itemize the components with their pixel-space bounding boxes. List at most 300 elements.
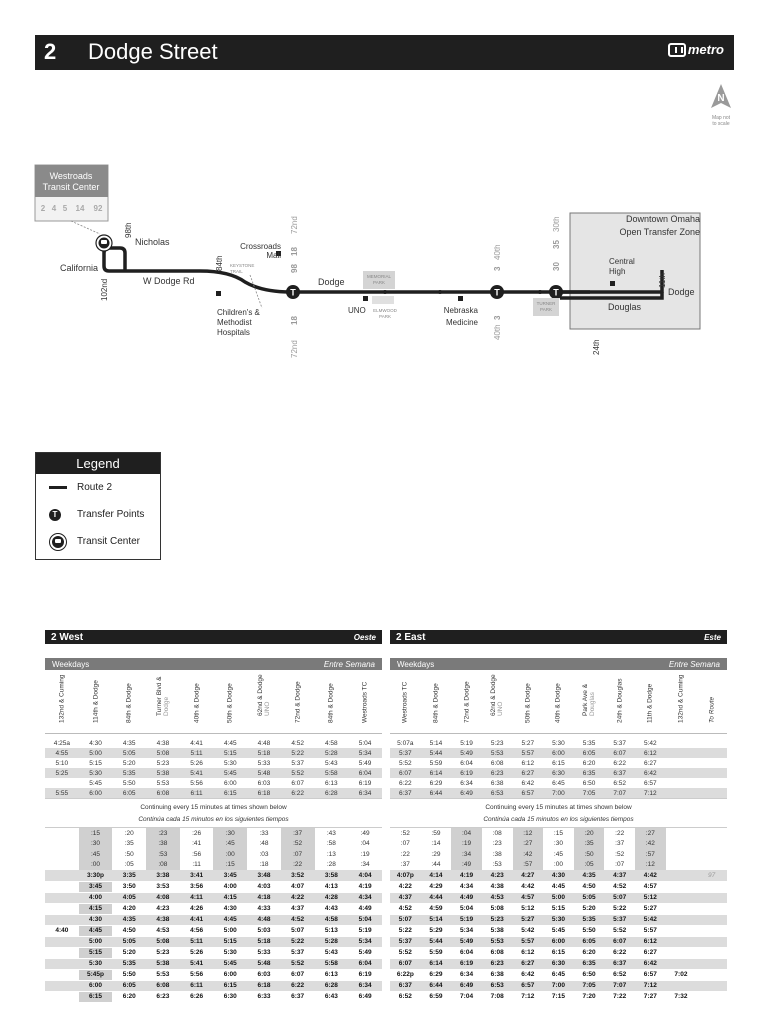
time-cell: 6:27 (513, 958, 544, 969)
time-cell (696, 980, 727, 991)
time-cell: 4:57 (513, 892, 544, 903)
time-cell: 3:58 (315, 870, 349, 881)
time-cell: 6:35 (574, 958, 605, 969)
time-cell: 5:23 (482, 914, 513, 925)
stop-name-line: Douglas (589, 692, 597, 716)
time-cell: :27 (635, 828, 666, 839)
stop-header (604, 670, 635, 734)
time-cell: 6:45 (552, 779, 565, 787)
time-cell: 4:43 (324, 905, 338, 912)
time-cell: 4:42 (521, 883, 535, 890)
time-cell: 5:08 (146, 748, 180, 758)
time-cell: :07 (615, 861, 625, 869)
time-cell: 6:57 (643, 779, 657, 787)
time-cell (45, 903, 79, 914)
time-cell: 7:00 (543, 788, 574, 798)
table-row (390, 892, 727, 903)
route-map (0, 150, 768, 380)
time-cell: 5:34 (460, 927, 474, 934)
time-cell (696, 958, 727, 969)
stop-name (708, 697, 715, 723)
time-cell: 4:52 (291, 739, 304, 747)
stop-name (555, 683, 562, 723)
time-cell: 5:15 (551, 905, 565, 912)
keystone-trail-1: KEYSTONE (230, 263, 255, 268)
table-row (390, 991, 727, 1002)
table-row (390, 768, 727, 778)
table-row (390, 778, 727, 788)
time-cell: 6:53 (482, 788, 513, 798)
stop-header (451, 670, 482, 734)
time-cell (45, 839, 79, 850)
time-cell: :50 (574, 849, 605, 860)
frequency-note: Continuing every 15 minutes at times shown below (485, 804, 632, 811)
time-cell: 6:22 (281, 788, 315, 798)
time-cell: 6:30 (543, 958, 574, 969)
time-cell: 7:02 (674, 971, 688, 978)
stop-name-line: 50th & Dodge (524, 683, 532, 723)
time-cell: 6:00 (223, 779, 237, 787)
stop-header (213, 670, 247, 734)
time-cell: :52 (400, 829, 410, 837)
time-cell: 6:00 (79, 980, 113, 991)
time-cell (696, 936, 727, 947)
time-cell: 7:08 (490, 993, 504, 1000)
time-cell: 6:27 (513, 768, 544, 778)
time-cell: 6:30 (543, 768, 574, 778)
stop-name-line: 50th & Dodge (226, 683, 234, 723)
time-cell: 4:22 (281, 892, 315, 903)
time-cell: :23 (146, 828, 180, 839)
time-cell: 6:08 (146, 980, 180, 991)
time-cell: 6:19 (358, 971, 372, 978)
time-cell: 6:20 (582, 759, 596, 767)
time-cell: 5:52 (281, 958, 315, 969)
timetable-east-title-es: Este (704, 632, 721, 642)
time-cell: 4:20 (122, 905, 136, 912)
crossroads-mall-2: Mall (266, 251, 281, 260)
stop-name-line: Turner Blvd & (155, 676, 163, 716)
time-cell: 4:40 (55, 927, 69, 934)
time-cell: 4:30 (543, 870, 574, 881)
time-cell: 6:44 (421, 788, 452, 798)
table-row (45, 788, 382, 798)
table-row (45, 738, 382, 748)
time-cell: 6:05 (112, 980, 146, 991)
table-row (390, 758, 727, 768)
time-cell: 5:19 (451, 914, 482, 925)
nebraska-medicine-1: Nebraska (443, 306, 478, 315)
time-cell (45, 828, 79, 839)
time-cell: 5:33 (257, 759, 271, 767)
time-cell (45, 991, 79, 1002)
time-cell: :22 (400, 850, 410, 858)
time-cell: :49 (360, 829, 370, 837)
time-cell (45, 947, 79, 958)
time-cell (696, 738, 727, 748)
time-cell: :35 (574, 839, 605, 850)
route-98-top: 98 (290, 264, 299, 273)
stop-name (402, 682, 409, 723)
table-row (45, 828, 382, 839)
time-cell: 5:22 (281, 748, 315, 758)
time-cell: 5:56 (190, 779, 203, 787)
crossroads-mall-1: Crossroads (240, 242, 281, 251)
time-cell: 6:42 (521, 779, 535, 787)
time-cell: 5:15 (213, 936, 247, 947)
time-cell: 5:42 (643, 739, 657, 747)
time-cell: 5:34 (348, 748, 382, 758)
street-30th: 30th (552, 216, 561, 232)
time-cell: 7:07 (604, 980, 635, 991)
time-cell: 6:07 (390, 768, 421, 778)
timetable-east-service-day: Weekdays (397, 659, 435, 669)
time-cell: 7:12 (635, 980, 666, 991)
time-cell: 4:35 (122, 739, 136, 747)
timetable-west-early (45, 738, 382, 798)
time-cell: 4:57 (643, 883, 657, 890)
time-cell: 6:15 (79, 991, 113, 1002)
time-cell (45, 914, 79, 925)
time-cell (666, 849, 697, 860)
timetable-east-afternoon (390, 870, 727, 1003)
time-cell: :53 (492, 861, 502, 869)
time-cell: 5:00 (223, 927, 237, 934)
time-cell: 3:45 (213, 870, 247, 881)
time-cell: 5:45p (79, 969, 113, 980)
time-cell: 6:26 (190, 993, 204, 1000)
table-row (45, 969, 382, 980)
turner-park-1: TURNER (536, 301, 556, 306)
table-row (45, 936, 382, 947)
time-cell: 5:35 (112, 958, 146, 969)
time-cell: 6:22 (613, 759, 627, 767)
table-row (45, 947, 382, 958)
table-row (390, 828, 727, 839)
time-cell: 4:00 (79, 892, 113, 903)
street-40th-top: 40th (493, 244, 502, 260)
time-cell (666, 748, 697, 758)
stop-name (126, 683, 133, 723)
time-cell: :58 (326, 840, 336, 848)
westroads-title-2: Transit Center (42, 182, 100, 192)
time-cell: 4:37 (604, 870, 635, 881)
time-cell: 5:52 (281, 768, 315, 778)
time-cell: 6:14 (421, 958, 452, 969)
time-cell: 6:38 (490, 779, 504, 787)
table-row (45, 991, 382, 1002)
time-cell: 5:03 (257, 927, 271, 934)
time-cell: 5:50 (122, 971, 136, 978)
street-24th: 24th (592, 339, 601, 355)
nebraska-medicine-2: Medicine (445, 318, 478, 327)
time-cell: 6:12 (521, 759, 535, 767)
time-cell: 6:05 (574, 936, 605, 947)
time-cell: 5:18 (247, 748, 281, 758)
time-cell: 5:56 (190, 971, 204, 978)
time-cell: 4:07 (291, 883, 305, 890)
stop-header (45, 670, 79, 734)
north-letter: N (717, 93, 725, 104)
time-cell: 5:48 (247, 768, 281, 778)
time-cell: 5:19 (358, 927, 372, 934)
time-cell (666, 738, 697, 748)
time-cell: 6:07 (390, 958, 421, 969)
metro-logo-text: metro (687, 42, 724, 57)
time-cell: 4:30 (223, 905, 237, 912)
stop-name-line: 40th & Dodge (193, 683, 201, 723)
time-cell (696, 788, 727, 798)
time-cell (696, 758, 727, 768)
map-legend (35, 452, 161, 560)
time-cell: 5:45 (213, 958, 247, 969)
time-cell: :07 (400, 840, 410, 848)
route-3-top: 3 (493, 266, 502, 271)
time-cell (666, 881, 697, 892)
time-cell: 6:20 (582, 949, 596, 956)
time-cell: 7:12 (521, 993, 535, 1000)
street-dodge-end: Dodge (668, 287, 695, 297)
time-cell: 4:58 (325, 739, 338, 747)
table-row (45, 849, 382, 860)
table-row (45, 958, 382, 969)
time-cell: 5:30 (552, 739, 565, 747)
map-scale-note-1: Map not (711, 115, 731, 121)
downtown-title-2: Open Transfer Zone (619, 227, 700, 237)
time-cell: 6:34 (460, 779, 473, 787)
timetable-east-header (390, 630, 727, 644)
table-row (45, 980, 382, 991)
time-cell: 7:20 (582, 993, 596, 1000)
timetable-west-stops (45, 670, 382, 734)
stop-header (79, 670, 113, 734)
time-cell: 6:13 (325, 779, 338, 787)
time-cell: 5:15 (89, 759, 102, 767)
time-cell: 4:13 (324, 883, 338, 890)
time-cell: 5:49 (358, 759, 372, 767)
time-cell: 4:53 (482, 892, 513, 903)
time-cell: :30 (553, 840, 563, 848)
time-cell: 6:57 (513, 788, 544, 798)
time-cell: 5:11 (180, 748, 214, 758)
legend-item-transit-center (36, 528, 160, 555)
time-cell: 5:26 (190, 759, 203, 767)
timetable-east-title: 2 East (396, 631, 426, 643)
time-cell: 6:37 (291, 993, 305, 1000)
stop-header (482, 670, 513, 734)
transfer-point-icon: T (49, 509, 61, 521)
time-cell: 6:53 (482, 980, 513, 991)
transfer-point-40th-icon (490, 285, 504, 299)
time-cell: 6:11 (180, 788, 214, 798)
time-cell: :57 (635, 849, 666, 860)
time-cell: 6:23 (156, 993, 170, 1000)
time-cell: 6:04 (348, 958, 382, 969)
time-cell: 6:44 (421, 980, 452, 991)
time-cell: :12 (513, 828, 544, 839)
time-cell (45, 980, 79, 991)
time-cell: :13 (326, 850, 336, 858)
time-cell: :42 (513, 849, 544, 860)
time-cell (45, 958, 79, 969)
time-cell: 6:37 (604, 958, 635, 969)
time-cell: :45 (79, 849, 113, 860)
time-cell: 4:30 (79, 914, 113, 925)
stop-header (180, 670, 214, 734)
time-cell: 4:35 (112, 914, 146, 925)
time-cell: 5:37 (613, 739, 627, 747)
time-cell: 5:30 (79, 768, 113, 778)
stop-name-line: 132nd & Cuming (677, 674, 685, 723)
time-cell: 5:19 (460, 739, 473, 747)
time-cell: 5:57 (643, 927, 657, 934)
stop-header (112, 670, 146, 734)
time-cell: 5:38 (146, 958, 180, 969)
time-cell: 5:57 (513, 936, 544, 947)
time-cell: 6:22 (398, 779, 412, 787)
route-18-bottom: 18 (290, 316, 299, 325)
north-arrow-icon (710, 84, 732, 110)
elmwood-park-2: PARK (379, 314, 391, 319)
time-cell: :22 (281, 860, 315, 871)
time-cell: 4:56 (190, 927, 204, 934)
turner-park-2: PARK (540, 307, 552, 312)
time-cell: 4:45 (223, 739, 237, 747)
time-cell (666, 947, 697, 958)
time-cell: 6:52 (398, 993, 412, 1000)
stop-header (696, 670, 727, 734)
street-douglas: Douglas (608, 302, 642, 312)
time-cell: :34 (451, 849, 482, 860)
timetable-west-title: 2 West (51, 631, 84, 643)
street-11th: 11th (658, 273, 667, 288)
stop-name (58, 675, 65, 723)
table-row (390, 914, 727, 925)
time-cell (696, 903, 727, 914)
time-cell: 4:03 (257, 883, 271, 890)
time-cell: 5:37 (291, 759, 304, 767)
time-cell: 6:28 (315, 980, 349, 991)
time-cell: 5:10 (55, 759, 69, 767)
time-cell: 5:44 (421, 748, 452, 758)
time-cell: 5:20 (582, 905, 596, 912)
time-cell: :00 (79, 860, 113, 871)
stop-name-line: Dodge (162, 696, 170, 716)
time-cell (666, 925, 697, 936)
time-cell: :07 (281, 849, 315, 860)
time-cell: 6:45 (551, 971, 565, 978)
time-cell: 3:30p (79, 870, 113, 881)
stop-header (315, 670, 349, 734)
time-cell: :37 (400, 861, 410, 869)
time-cell: 4:11 (180, 892, 214, 903)
time-cell: 6:07 (291, 971, 305, 978)
stop-name-line: Westroads TC (361, 681, 369, 723)
time-cell: :45 (213, 839, 247, 850)
time-cell (666, 980, 697, 991)
timetable-east (390, 630, 727, 1003)
time-cell: :20 (574, 828, 605, 839)
time-cell: 5:53 (482, 748, 513, 758)
time-cell: 4:41 (180, 914, 214, 925)
time-cell: 6:07 (291, 779, 304, 787)
time-cell: 6:23 (482, 768, 513, 778)
time-cell: 4:34 (460, 883, 474, 890)
stop-name-line: 24th & Douglas (616, 678, 624, 723)
memorial-park-1: MEMORIAL (366, 274, 392, 279)
time-cell (45, 870, 79, 881)
elmwood-park-1: ELMWOOD (373, 308, 397, 313)
time-cell: 5:23 (490, 739, 504, 747)
time-cell: :37 (615, 840, 625, 848)
time-cell: 4:52 (613, 883, 627, 890)
stop-name (524, 683, 531, 723)
time-cell: 5:53 (156, 971, 170, 978)
stop-name (156, 677, 170, 717)
time-cell: 7:07 (604, 788, 635, 798)
street-84th: 84th (215, 255, 224, 271)
route-3-bottom: 3 (493, 315, 502, 320)
time-cell (45, 881, 79, 892)
time-cell: 5:41 (180, 768, 214, 778)
time-cell: 6:05 (574, 748, 605, 758)
timetable-east-stops (390, 670, 727, 734)
time-cell: 4:27 (513, 870, 544, 881)
time-cell: 6:23 (482, 958, 513, 969)
time-cell: 5:26 (190, 949, 204, 956)
stop-name (362, 682, 369, 723)
timetable-west-title-es: Oeste (353, 632, 376, 642)
time-cell: :18 (259, 861, 269, 869)
time-cell: 4:37 (390, 892, 421, 903)
time-cell: 5:42 (635, 914, 666, 925)
time-cell (696, 748, 727, 758)
time-cell: 5:58 (315, 958, 349, 969)
time-cell (666, 914, 697, 925)
time-cell: 5:58 (315, 768, 349, 778)
stop-name-line: 72nd & Dodge (463, 681, 471, 723)
time-cell: 3:35 (112, 870, 146, 881)
time-cell: 5:30 (79, 958, 113, 969)
time-cell: 6:12 (521, 949, 535, 956)
map-scale-note-2: to scale (712, 121, 730, 127)
time-cell: 5:33 (257, 949, 271, 956)
time-cell: 4:42 (635, 870, 666, 881)
time-cell: 4:34 (348, 892, 382, 903)
table-row (390, 788, 727, 798)
time-cell (696, 881, 727, 892)
time-cell: 7:15 (551, 993, 565, 1000)
time-cell: 5:04 (348, 914, 382, 925)
timetable-east-service-day-es: Entre Semana (668, 659, 720, 669)
time-cell: 6:00 (543, 936, 574, 947)
time-cell: 5:07 (390, 914, 421, 925)
time-cell: 7:04 (460, 993, 474, 1000)
time-cell: 5:45 (89, 779, 102, 787)
time-cell: 5:27 (513, 914, 544, 925)
time-cell: 6:42 (635, 958, 666, 969)
time-cell: :15 (553, 829, 563, 837)
time-cell: 5:35 (112, 768, 146, 778)
central-high-1: Central (609, 257, 635, 266)
stop-name (227, 683, 234, 723)
time-cell: 5:53 (156, 779, 170, 787)
time-cell: 4:14 (421, 870, 452, 881)
time-cell: 4:45 (551, 883, 565, 890)
stop-name-line: Park Ave & (582, 683, 590, 716)
time-cell: 5:53 (482, 936, 513, 947)
time-cell: 4:04 (348, 870, 382, 881)
